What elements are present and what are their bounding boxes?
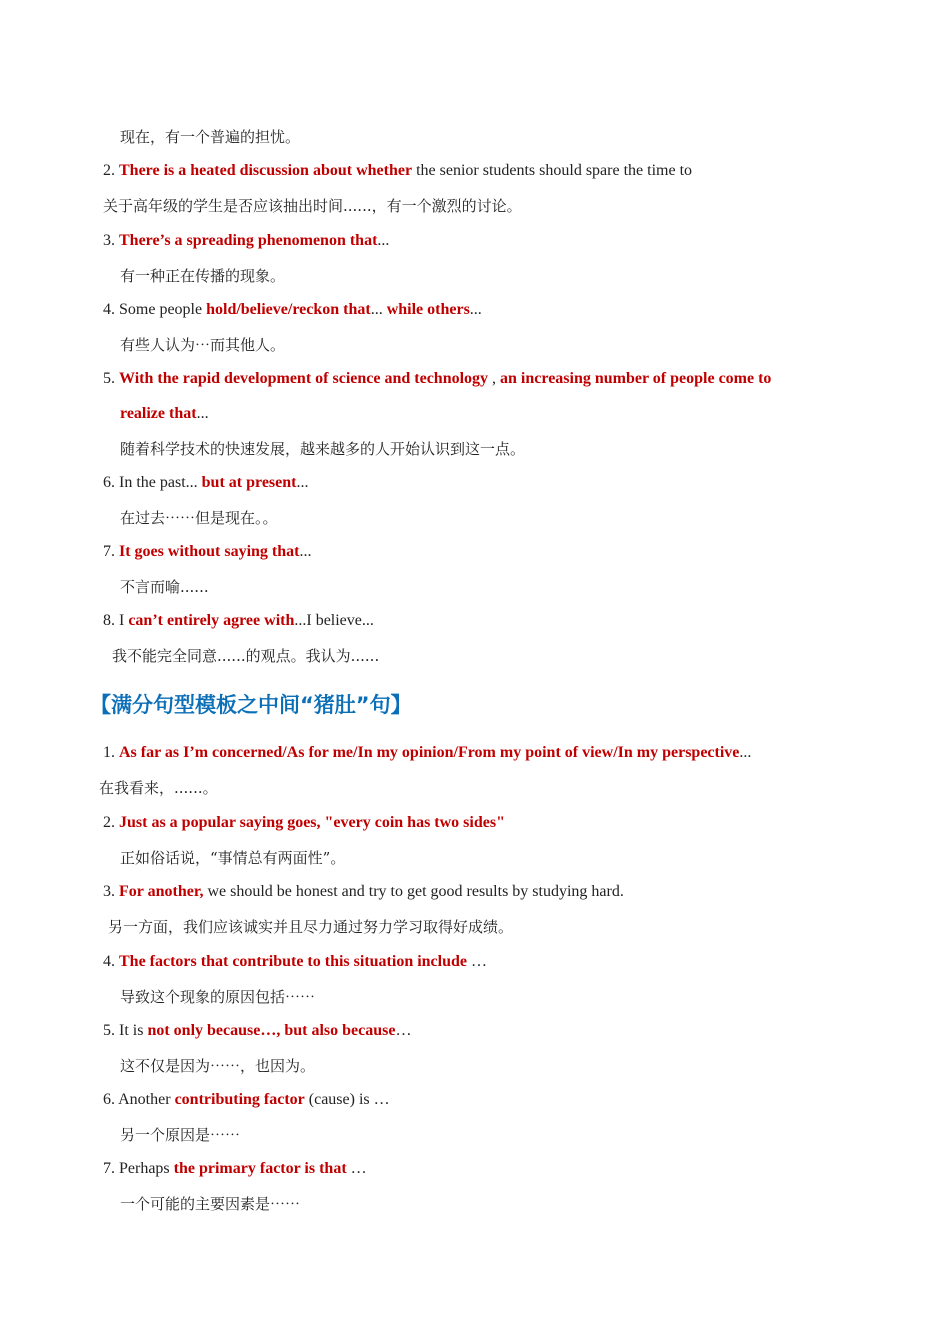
highlight-phrase: an increasing number of people come to <box>500 370 772 387</box>
sentence-text: Perhaps <box>119 1160 174 1177</box>
sentence-text: It is <box>119 1022 148 1039</box>
sentence-number: 4. <box>103 953 115 970</box>
body-sentence-2-translation: 正如俗话说，“事情总有两面性”。 <box>120 849 346 867</box>
body-sentence-5 <box>103 1020 411 1042</box>
sentence-number: 6. <box>103 1091 115 1108</box>
sentence-number: 1. <box>103 744 115 761</box>
sentence-2 <box>103 160 692 182</box>
sentence-number: 2. <box>103 162 115 179</box>
sentence-8 <box>103 610 374 632</box>
intro-translation: 现在，有一个普遍的担忧。 <box>120 128 301 146</box>
highlight-phrase: It goes without saying that <box>119 543 300 560</box>
sentence-7 <box>103 541 311 563</box>
highlight-phrase: For another, <box>119 883 204 900</box>
sentence-number: 5. <box>103 1022 115 1039</box>
highlight-phrase: As far as I’m concerned/As for me/In my opinion/From my point of view/In my perspective <box>119 744 740 761</box>
section-heading: 【满分句型模板之中间“猪肚”句】 <box>90 693 412 717</box>
sentence-number: 8. <box>103 612 115 629</box>
highlight-phrase: can’t entirely agree with <box>128 612 295 629</box>
body-sentence-7-translation: 一个可能的主要因素是⋯⋯ <box>120 1195 301 1213</box>
sentence-5 <box>103 368 771 390</box>
highlight-phrase: Just as a popular saying goes, "every coin has two sides" <box>119 814 505 831</box>
sentence-text: , <box>488 370 501 387</box>
body-sentence-2 <box>103 812 505 834</box>
sentence-text: Some people <box>119 301 207 318</box>
sentence-6 <box>103 472 308 494</box>
sentence-text: ... <box>377 232 390 249</box>
sentence-number: 5. <box>103 370 115 387</box>
sentence-8-translation: 我不能完全同意......的观点。我认为...... <box>112 647 380 665</box>
sentence-text: Another <box>118 1091 175 1108</box>
highlight-phrase: not only because…, but also because <box>147 1022 396 1039</box>
sentence-6-translation: 在过去⋯⋯但是现在。。 <box>120 509 278 527</box>
body-sentence-4 <box>103 951 487 973</box>
body-sentence-4-translation: 导致这个现象的原因包括⋯⋯ <box>120 988 316 1006</box>
highlight-phrase: contributing factor <box>174 1091 305 1108</box>
sentence-3 <box>103 230 389 252</box>
sentence-text: … <box>395 1022 412 1039</box>
sentence-text: ... <box>469 301 482 318</box>
highlight-phrase: realize that <box>120 405 197 422</box>
body-sentence-5-translation: 这不仅是因为⋯⋯，也因为。 <box>120 1057 316 1075</box>
sentence-text: ... <box>299 543 312 560</box>
sentence-number: 3. <box>103 883 115 900</box>
sentence-5-translation: 随着科学技术的快速发展，越来越多的人开始认识到这一点。 <box>120 440 526 458</box>
sentence-number: 7. <box>103 1160 115 1177</box>
sentence-text: In the past... <box>119 474 202 491</box>
body-sentence-1 <box>103 742 751 764</box>
highlight-phrase: hold/believe/reckon that <box>206 301 371 318</box>
sentence-number: 6. <box>103 474 115 491</box>
sentence-number: 2. <box>103 814 115 831</box>
sentence-text: ... <box>370 301 387 318</box>
highlight-phrase: The factors that contribute to this situation include <box>119 953 467 970</box>
highlight-phrase: With the rapid development of science and technology <box>119 370 489 387</box>
body-sentence-6-translation: 另一个原因是⋯⋯ <box>120 1126 241 1144</box>
body-sentence-3-translation: 另一方面，我们应该诚实并且尽力通过努力学习取得好成绩。 <box>108 918 514 936</box>
sentence-2-translation: 关于高年级的学生是否应该抽出时间......，有一个激烈的讨论。 <box>103 197 522 215</box>
body-sentence-7 <box>103 1158 367 1180</box>
body-sentence-1-translation: 在我看来，......。 <box>99 779 218 797</box>
sentence-text: ... <box>296 474 309 491</box>
sentence-number: 7. <box>103 543 115 560</box>
sentence-text: ... <box>196 405 209 422</box>
sentence-text: (cause) is … <box>304 1091 390 1108</box>
sentence-number: 3. <box>103 232 115 249</box>
sentence-text: we should be honest and try to get good results by studying hard. <box>203 883 624 900</box>
sentence-text: … <box>467 953 487 970</box>
highlight-phrase: but at present <box>201 474 297 491</box>
sentence-text: the senior students should spare the time to <box>412 162 693 179</box>
sentence-5-continued <box>120 403 209 425</box>
sentence-text: ...I believe... <box>294 612 374 629</box>
sentence-text: I <box>119 612 129 629</box>
highlight-phrase: There’s a spreading phenomenon that <box>119 232 378 249</box>
sentence-7-translation: 不言而喻...... <box>120 578 209 596</box>
highlight-phrase: There is a heated discussion about whether <box>119 162 413 179</box>
sentence-4 <box>103 299 482 321</box>
body-sentence-6 <box>103 1089 390 1111</box>
highlight-phrase: the primary factor is that <box>173 1160 347 1177</box>
sentence-number: 4. <box>103 301 115 318</box>
sentence-text: … <box>346 1160 367 1177</box>
highlight-phrase: while others <box>386 301 470 318</box>
body-sentence-3 <box>103 881 624 903</box>
sentence-4-translation: 有些人认为⋯而其他人。 <box>120 336 286 354</box>
sentence-3-translation: 有一种正在传播的现象。 <box>120 267 286 285</box>
sentence-text: ... <box>739 744 752 761</box>
